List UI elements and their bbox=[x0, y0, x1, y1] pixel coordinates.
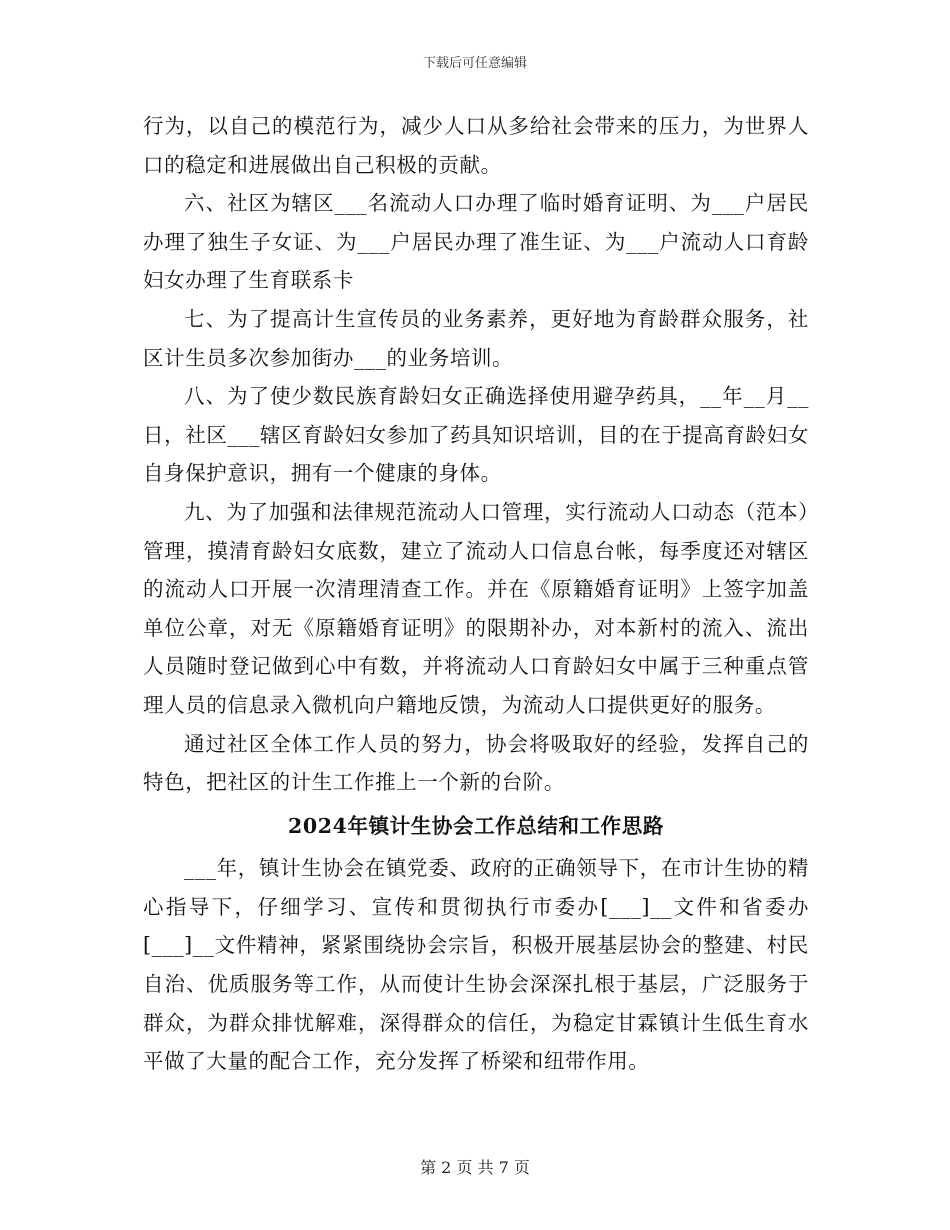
paragraph-item-8: 八、为了使少数民族育龄妇女正确选择使用避孕药具，__年__月__日，社区___辖区育龄妇女参加了药具知识培训，目的在于提高育龄妇女自身保护意识，拥有一个健康的身体。 bbox=[143, 384, 809, 486]
paragraph-item-6: 六、社区为辖区___名流动人口办理了临时婚育证明、为___户居民办理了独生子女证、为___户居民办理了准生证、为___户流动人口育龄妇女办理了生育联系卡 bbox=[143, 191, 809, 293]
page-number: 第 2 页 共 7 页 bbox=[420, 1158, 530, 1177]
paragraph-conclusion: 通过社区全体工作人员的努力，协会将吸取好的经验，发挥自己的特色，把社区的计生工作推上一个新的台阶。 bbox=[143, 731, 809, 795]
page-header: 下载后可任意编辑 bbox=[422, 56, 527, 71]
document-body bbox=[143, 107, 809, 1081]
section-title: 2024年镇计生协会工作总结和工作思路 bbox=[288, 813, 664, 838]
paragraph-item-9: 九、为了加强和法律规范流动人口管理，实行流动人口动态（范本）管理，摸清育龄妇女底数，建立了流动人口信息台帐，每季度还对辖区的流动人口开展一次清理清查工作。并在《原籍婚育证明》上签字加盖单位公章，对无《原籍婚育证明》的限期补办，对本新村的流入、流出人员随时登记做到心中有数，并将流动人口育龄妇女中属于三种重点管理人员的信息录入微机向户籍地反馈，为流动人口提供更好的服务。 bbox=[143, 499, 809, 717]
paragraph-continuation: 行为，以自己的模范行为，减少人口从多给社会带来的压力，为世界人口的稳定和进展做出自己积极的贡献。 bbox=[143, 114, 809, 177]
paragraph-item-7: 七、为了提高计生宣传员的业务素养，更好地为育龄群众服务，社区计生员多次参加街办___的业务培训。 bbox=[143, 306, 809, 370]
section-paragraph: ___年，镇计生协会在镇党委、政府的正确领导下，在市计生协的精心指导下，仔细学习、宣传和贯彻执行市委办[___]__文件和省委办[___]__文件精神，紧紧围绕协会宗旨，积极开展基层协会的整建、村民自治、优质服务等工作，从而使计生协会深深扎根于基层，广泛服务于群众，为群众排忧解难，深得群众的信任，为稳定甘霖镇计生低生育水平做了大量的配合工作，充分发挥了桥梁和纽带作用。 bbox=[143, 856, 809, 1074]
